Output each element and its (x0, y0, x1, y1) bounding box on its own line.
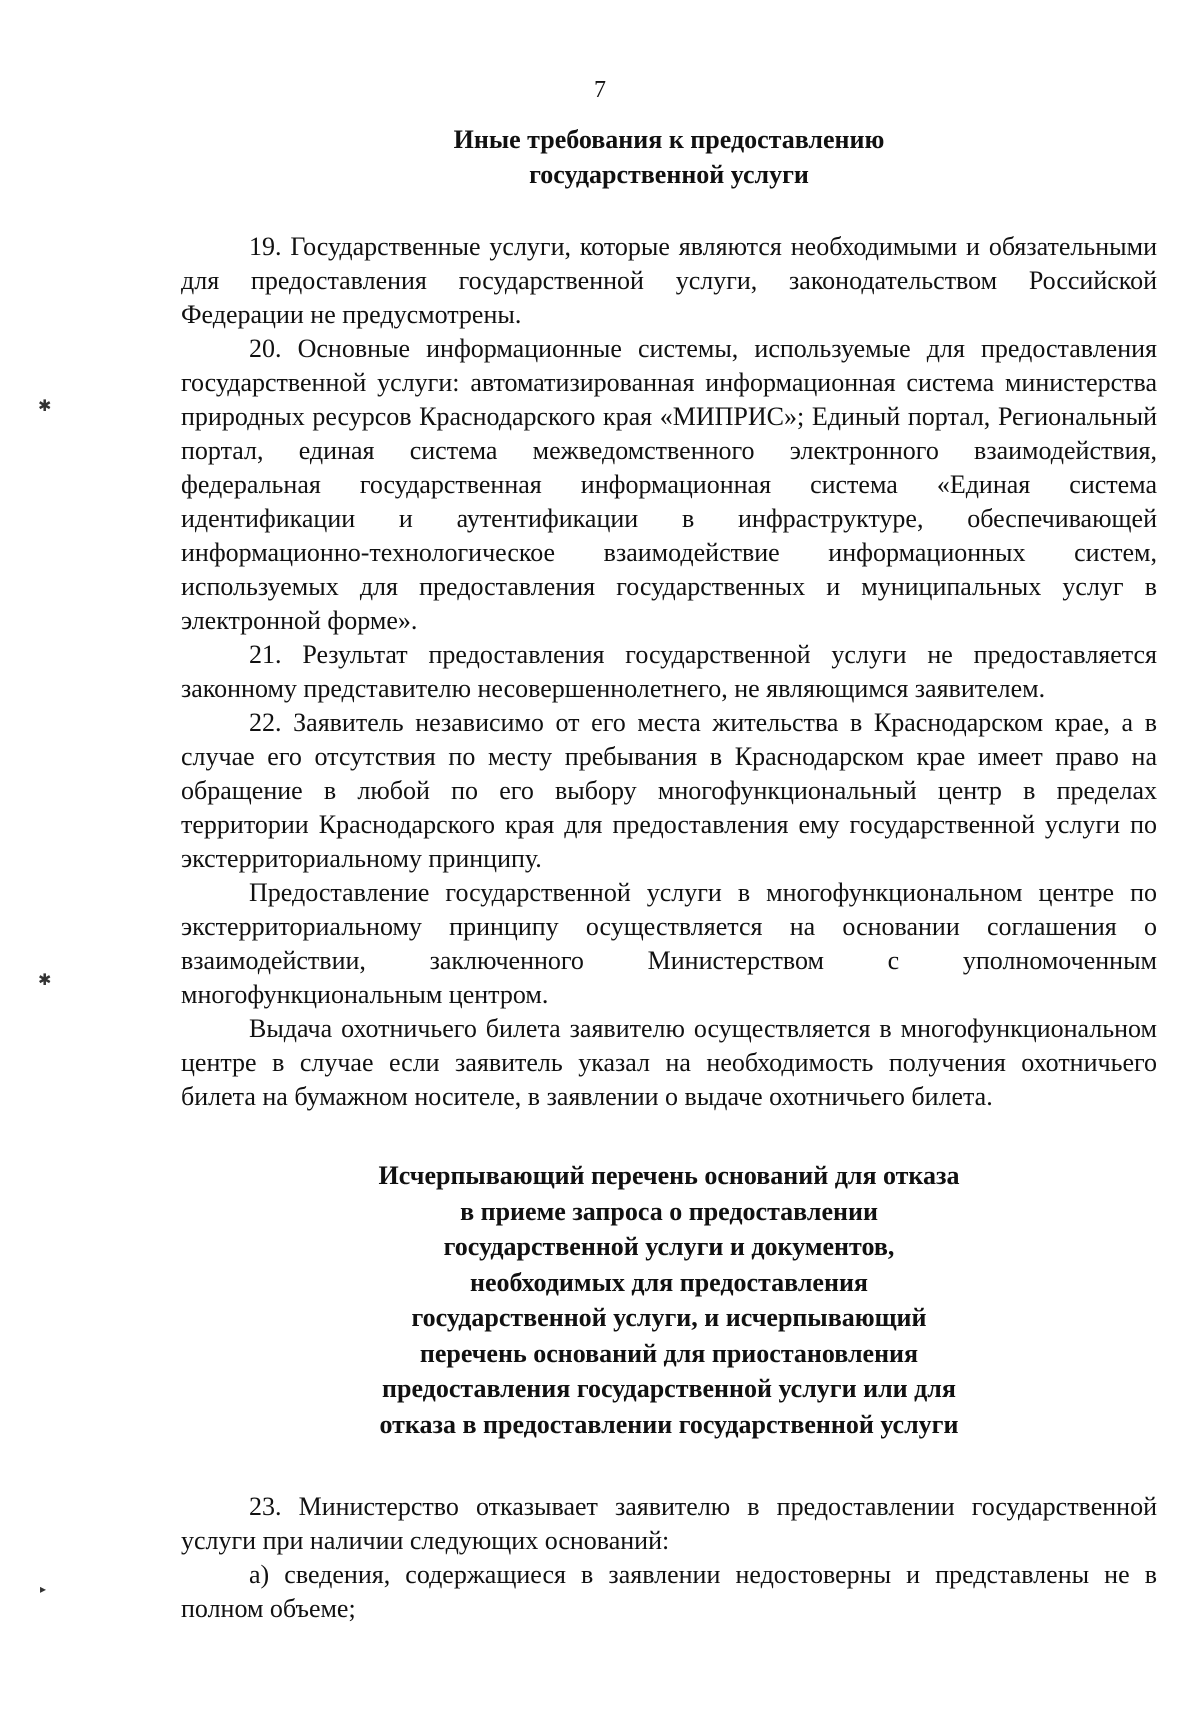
heading-line: отказа в предоставлении государственной услуги (379, 1409, 959, 1439)
heading-line: государственной услуги, и исчерпывающий (411, 1303, 927, 1332)
scan-artifact-mark: ▸ (40, 1582, 47, 1596)
section-heading-refusal-grounds (181, 1158, 1157, 1442)
page-content (181, 122, 1157, 1626)
paragraph-21: 21. Результат предоставления государственной услуги не предоставляется законному представителю несовершеннолетнего, не являющимся заявителем. (181, 640, 1157, 703)
heading-line: государственной услуги и документов, (443, 1232, 895, 1261)
scan-artifact-mark: ✱ (38, 396, 52, 415)
page-number: 7 (594, 77, 606, 103)
heading-line: государственной услуги (529, 160, 809, 189)
section-heading-other-requirements (181, 122, 1157, 192)
heading-line: Иные требования к предоставлению (453, 125, 885, 154)
paragraph-20: 20. Основные информационные системы, используемые для предоставления государственной услуги: автоматизированная информационная система министерства природных ресурсов Краснодарского края «МИПРИС»; Единый портал, Региональный портал, единая система межведомственного электронного взаимодействия, федеральная государственная информационная система «Единая система идентификации и аутентификации в инфраструктуре, обеспечивающей информационно-технологическое взаимодействие информационных систем, используемых для предоставления государственных и муниципальных услуг в электронной форме». (181, 334, 1157, 635)
heading-line: перечень оснований для приостановления (419, 1338, 919, 1368)
list-item-a: а) сведения, содержащиеся в заявлении недостоверны и представлены не в полном объеме; (181, 1560, 1157, 1623)
paragraph-19: 19. Государственные услуги, которые являются необходимыми и обязательными для предоставления государственной услуги, законодательством Российской Федерации не предусмотрены. (181, 232, 1157, 329)
paragraph-23: 23. Министерство отказывает заявителю в предоставлении государственной услуги при наличии следующих оснований: (181, 1492, 1157, 1555)
paragraph-22: 22. Заявитель независимо от его места жительства в Краснодарском крае, а в случае его отсутствия по месту пребывания в Краснодарском крае имеет право на обращение в любой по его выбору многофункциональный центр в пределах территории Краснодарского края для предоставления ему государственной услуги по экстерриториальному принципу. (181, 708, 1157, 873)
heading-line: в приеме запроса о предоставлении (460, 1196, 878, 1226)
scan-artifact-mark: ✱ (38, 970, 52, 989)
paragraph-hunting-ticket: Выдача охотничьего билета заявителю осуществляется в многофункциональном центре в случае если заявитель указал на необходимость получения охотничьего билета на бумажном носителе, в заявлении о выдаче охотничьего билета. (181, 1014, 1157, 1111)
heading-line: предоставления государственной услуги или для (382, 1374, 956, 1403)
heading-line: необходимых для предоставления (469, 1267, 868, 1297)
heading-line: Исчерпывающий перечень оснований для отказа (378, 1161, 960, 1190)
paragraph-extraterritorial: Предоставление государственной услуги в многофункциональном центре по экстерриториальному принципу осуществляется на основании соглашения о взаимодействии, заключенного Министерством с уполномоченным многофункциональным центром. (181, 878, 1157, 1009)
